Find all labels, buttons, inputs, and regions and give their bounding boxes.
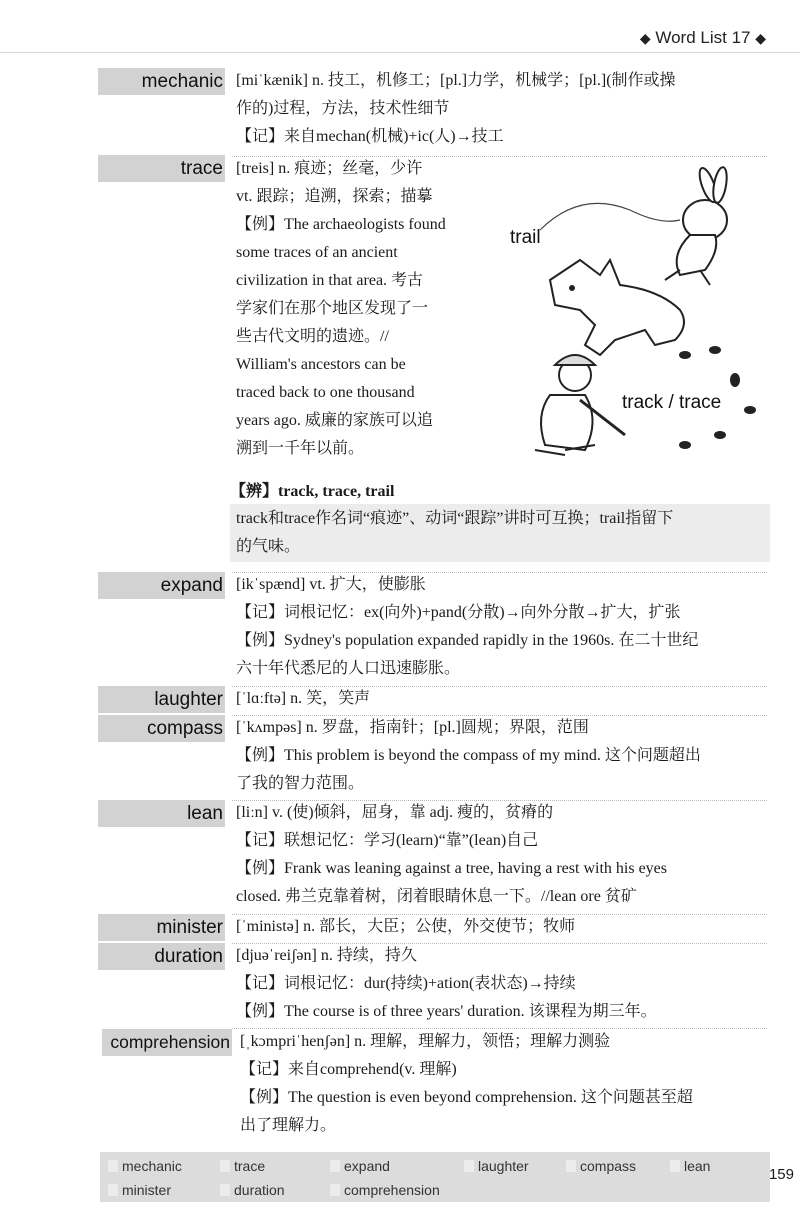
entry-line: 些古代文明的遗迹。//: [236, 328, 389, 345]
entry-compass: [236, 714, 766, 798]
review-word: trace: [220, 1156, 265, 1176]
entry-comprehension: [240, 1028, 770, 1140]
entry-line: [liːn] v. (使)倾斜，屈身，靠 adj. 瘦的，贫瘠的: [236, 804, 554, 821]
wolf-figure: [550, 260, 684, 355]
headword-mechanic: mechanic: [98, 68, 225, 95]
entry-line: [djuəˈreiʃən] n. 持续，持久: [236, 947, 417, 964]
entry-mechanic: [236, 67, 766, 151]
entry-laughter: [236, 685, 766, 713]
entry-line: track和trace作名词“痕迹”、动词“跟踪”讲时可互换；trail指留下: [236, 510, 674, 527]
entry-line: 的气味。: [236, 538, 301, 555]
entry-line: [ˈministə] n. 部长，大臣；公使，外交使节；牧师: [236, 918, 576, 935]
hunter-figure: [535, 355, 625, 455]
headword-compass: compass: [98, 715, 225, 742]
review-word: minister: [108, 1180, 171, 1200]
entry-line: 出了理解力。: [240, 1117, 337, 1134]
entry-line: [ikˈspænd] vt. 扩大，使膨胀: [236, 576, 426, 593]
entry-line: 【例】The course is of three years' duration. 该课程为期三年。: [236, 1003, 657, 1020]
entry-line: years ago. 威廉的家族可以追: [236, 412, 433, 429]
entry-line: 【记】来自comprehend(v. 理解): [240, 1061, 457, 1078]
entry-line: [treis] n. 痕迹；丝毫，少许: [236, 160, 423, 177]
page-number: 159: [768, 1166, 794, 1183]
entry-line: 【例】Sydney's population expanded rapidly in the 1960s. 在二十世纪: [236, 632, 699, 649]
entry-line: 【记】联想记忆：学习(learn)“靠”(lean)自己: [236, 832, 539, 849]
entry-line: 【记】词根记忆：ex(向外)+pand(分散)→向外分散→扩大，扩张: [236, 604, 681, 621]
entry-line: 六十年代悉尼的人口迅速膨胀。: [236, 660, 461, 677]
entry-line: [ˈkʌmpəs] n. 罗盘，指南针；[pl.]圆规；界限，范围: [236, 719, 589, 736]
entry-line: 【例】Frank was leaning against a tree, having a rest with his eyes: [236, 860, 668, 877]
track-trace-label: track / trace: [622, 392, 722, 413]
entry-line: 学家们在那个地区发现了一: [236, 300, 429, 317]
review-word: compass: [566, 1156, 636, 1176]
entry-line: 作的)过程，方法，技术性细节: [236, 100, 450, 117]
entry-line: 【例】The archaeologists found: [236, 216, 446, 233]
entry-line: closed. 弗兰克靠着树，闭着眼睛休息一下。//lean ore 贫矿: [236, 888, 637, 905]
headword-minister: minister: [98, 914, 225, 941]
entry-line: [ˈlɑːftə] n. 笑，笑声: [236, 690, 371, 707]
entry-line: civilization in that area. 考古: [236, 272, 424, 289]
headword-comprehension: comprehension: [102, 1029, 232, 1056]
review-word: duration: [220, 1180, 285, 1200]
entry-line: 溯到一千年以前。: [236, 440, 365, 457]
entry-line: traced back to one thousand: [236, 384, 415, 401]
review-word: expand: [330, 1156, 390, 1176]
entry-line: 【记】来自mechan(机械)+ic(人)→技工: [236, 128, 504, 145]
entry-line: 了我的智力范围。: [236, 775, 365, 792]
rabbit-figure: [665, 166, 729, 285]
trail-line: [540, 203, 680, 230]
diamond-right-icon: ◆: [755, 30, 766, 46]
entry-duration: [236, 942, 766, 1026]
review-word: mechanic: [108, 1156, 182, 1176]
distinction-heading: 【辨】track, trace, trail: [230, 483, 395, 500]
word-list-title: Word List 17: [655, 28, 751, 47]
review-word: laughter: [464, 1156, 529, 1176]
entry-line: [ˌkɔmpriˈhenʃən] n. 理解，理解力，领悟；理解力测验: [240, 1033, 611, 1050]
diamond-left-icon: ◆: [639, 30, 651, 46]
entry-line: vt. 跟踪；追溯，探索；描摹: [236, 188, 433, 205]
entry-trace: [236, 155, 471, 463]
headword-expand: expand: [98, 572, 225, 599]
headword-lean: lean: [98, 800, 225, 827]
entry-line: 【例】This problem is beyond the compass of my mind. 这个问题超出: [236, 747, 701, 764]
page-header: [640, 28, 766, 48]
entry-line: some traces of an ancient: [236, 244, 398, 261]
entry-line: 【记】词根记忆：dur(持续)+ation(表状态)→持续: [236, 975, 576, 992]
trace-illustration: [480, 160, 770, 470]
review-word: comprehension: [330, 1180, 440, 1200]
header-rule: [0, 52, 800, 53]
headword-trace: trace: [98, 155, 225, 182]
entry-line: [miˈkænik] n. 技工，机修工；[pl.]力学，机械学；[pl.](制作或操: [236, 72, 676, 89]
trail-label: trail: [510, 227, 541, 248]
distinction-body: [236, 505, 766, 561]
headword-duration: duration: [98, 943, 225, 970]
entry-expand: [236, 571, 766, 683]
entry-line: 【例】The question is even beyond comprehension. 这个问题甚至超: [240, 1089, 693, 1106]
review-word: lean: [670, 1156, 710, 1176]
entry-minister: [236, 913, 766, 941]
entry-lean: [236, 799, 766, 911]
entry-line: William's ancestors can be: [236, 356, 406, 373]
headword-laughter: laughter: [98, 686, 225, 713]
